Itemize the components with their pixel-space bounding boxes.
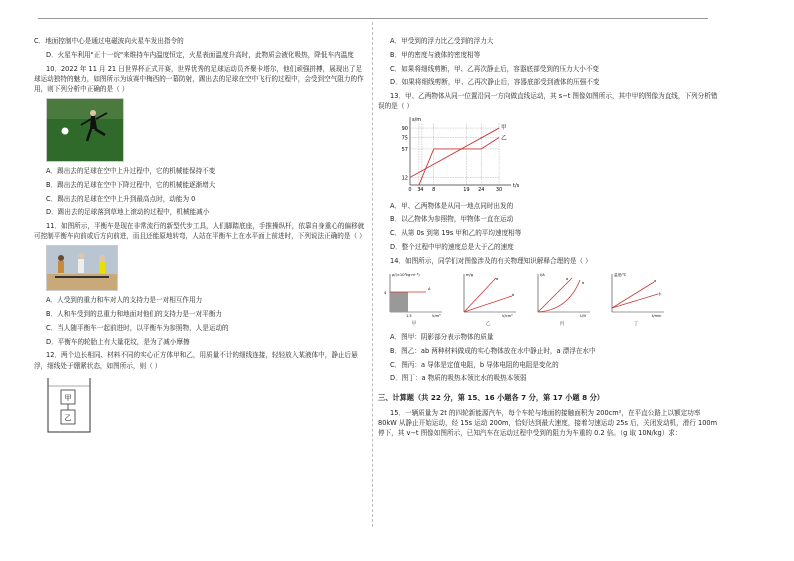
bing-ylabel: I/A [540,272,545,277]
q12-option-b: B．甲的密度与液体的密度相等 [390,50,481,59]
series-label-0: 甲 [501,125,507,132]
graph-jia [382,270,446,329]
q10-option-d: D．踢出去的足球落到草地上滚动的过程中，机械能减小 [46,208,210,217]
caption-jia: 甲 [411,321,417,328]
jia-ytick: 4 [384,290,387,295]
column-divider [372,22,373,527]
graph-yi [456,270,520,329]
x-tick-label: 4 [420,187,424,194]
x-tick-label: 19 [463,187,470,194]
y-tick-label: 12 [401,175,408,182]
series-line-0 [410,128,499,177]
cube-jia-label: 甲 [64,394,72,403]
x-axis-label: t/s [513,183,520,190]
bing-series-a: a [566,276,569,281]
x-tick-label: 8 [432,187,436,194]
caption-ding: 丁 [633,321,639,328]
y-tick-label: 57 [401,147,408,154]
st-graph [390,115,520,195]
q14-graphs [382,270,718,329]
q14-option-a: A．图甲：阴影部分表示物体的质量 [390,332,494,341]
right-column [378,36,718,442]
ding-ylabel: 温度/℃ [614,272,627,277]
y-tick-label: 75 [401,135,408,142]
graph-bing [530,270,594,329]
top-rule [38,18,708,19]
q12-option-a: A．甲受到的浮力比乙受到的浮力大 [390,37,494,45]
q15-stem: 15．一辆质量为 2t 的四轮新能源汽车，每个车轮与地面的接触面积为 200cm²，在平直公路上以额定功率 80kW 从静止开始运动，经 15s 运动 200m，恰好达到最大速度，接着匀速运动 25s 后，关闭发动机，滑行 100m 停下，其 v−t 图像如图所示，已知汽车在运动过程中受到的阻力为车重的 0.2 倍。（g 取 10N/kg）求： [378,408,718,438]
balance-scooter-photo [46,245,118,291]
q10-option-c: C．踢出去的足球在空中上升到最高点时，动能为 0 [46,194,196,203]
q13-option-a: A．甲、乙两物体是从同一地点同时出发的 [390,201,514,210]
yi-series-a: a [496,276,499,281]
q12-option-d: D．如果将细线剪断，甲、乙再次静止后，容器底部受到液体的压强不变 [390,78,600,87]
jia-xlabel: V/m³ [432,313,441,318]
caption-bing: 丙 [559,321,565,328]
x-tick-label: 30 [495,187,503,194]
bing-xlabel: U/V [580,313,587,318]
ding-series-a: a [654,278,657,283]
y-tick-label: 90 [401,126,408,133]
jia-xtick: 1.5 [406,313,412,318]
q9-option-c: C．地面控制中心是通过电磁波向火星车发出指令的 [34,37,184,45]
graph-ding [604,270,668,329]
jia-series-label: A [428,286,431,291]
floating-cubes-diagram [46,376,92,434]
q13-stem: 13．甲、乙两物体从同一位置沿同一方向做直线运动，其 s−t 图像如图所示，其中甲的图像为直线，下列分析错误的是（ ） [378,92,718,111]
x-tick-label: 3 [417,187,421,194]
q13-option-c: C．从第 0s 到第 19s 甲和乙的平均速度相等 [390,229,522,238]
ding-series-b: 水 [658,291,662,296]
q12-option-c: C．如果将细线剪断，甲、乙再次静止后，容器底部受到的压力大小不变 [390,64,600,73]
q14-option-d: D．图丁：a 物质的吸热本领比水的吸热本领弱 [390,374,527,383]
q12-stem: 12．两个边长相同、材料不同的实心正方体甲和乙，用质量不计的细线连接，轻轻放入某液体中，静止后悬浮，细线处于绷紧状态，如图所示，则（ ） [34,351,358,370]
q14-option-c: C．图丙：a 导体是定值电阻，b 导体电阻的电阻是变化的 [390,360,559,369]
series-line-1 [419,138,499,185]
q14-stem: 14．如图所示，同学们对图像涉及的有关物理知识解释合理的是（ ） [390,256,592,265]
bing-series-b: b [582,280,585,285]
x-tick-label: 0 [408,187,412,194]
q11-option-c: C．当人随平衡车一起前进时，以平衡车为参照物，人是运动的 [46,323,229,332]
q14-option-b: B．图乙：ab 两种材料做成的实心物体放在水中静止时，a 漂浮在水中 [390,346,596,355]
q10-option-b: B．踢出去的足球在空中下降过程中，它的机械能逐渐增大 [46,180,216,189]
left-column [34,36,366,438]
jia-ylabel: ρ/(×10³kg·m⁻³) [392,272,420,277]
q13-option-b: B．以乙物体为参照物，甲物体一直在运动 [390,215,514,224]
caption-yi: 乙 [485,321,491,328]
yi-xlabel: V/cm³ [502,313,513,318]
yi-ylabel: m/g [466,272,473,277]
q13-option-d: D．整个过程中甲的速度总是大于乙的速度 [390,242,514,251]
q10-stem: 10．2022 年 11 月 21 日世界杯正式开赛，世界优秀的足球运动员齐聚卡塔尔，他们顽强拼搏，展现出了足球运动独特的魅力，如图所示为该赛中梅西的一幕防射，踢出去的足球在空中飞行的过程中，会受到空气阻力的作用，则下列分析中正确的是（ ） [34,64,364,94]
series-label-1: 乙 [501,135,507,142]
y-axis-label: s/m [412,117,422,124]
ding-xlabel: t/min [652,313,662,318]
yi-series-b: b [512,292,515,297]
q10-option-a: A．踢出去的足球在空中上升过程中，它的机械能保持不变 [46,166,216,175]
q9-option-d: D．火星车利用"正十一烷"来维持车内温度恒定，火星表面温度升高时，此物质会液化吸热，降低车内温度 [46,50,354,59]
x-tick-label: 24 [478,187,485,194]
section-3-heading: 三、计算题（共 22 分，第 15、16 小题各 7 分，第 17 小题 8 分） [378,392,604,402]
cube-yi-label: 乙 [64,414,72,423]
q11-stem: 11．如图所示，平衡车是现在非常流行的新型代步工具，人们脚踏底座，手推操纵杆，依靠自身重心的偏移就可控制平衡车向前或后方向前进，而且还能原地转弯，人站在平衡车上在水平面上前进时，下列说法正确的是（ ） [34,222,366,241]
q11-option-d: D．平衡车的轮胎上有大量花纹，是为了减小摩擦 [46,337,190,346]
q11-option-b: B．人和车受到的总重力和地面对他们的支持力是一对平衡力 [46,309,222,318]
soccer-player-photo [46,98,124,162]
q11-option-a: A．人受到的重力和车对人的支持力是一对相互作用力 [46,296,203,305]
